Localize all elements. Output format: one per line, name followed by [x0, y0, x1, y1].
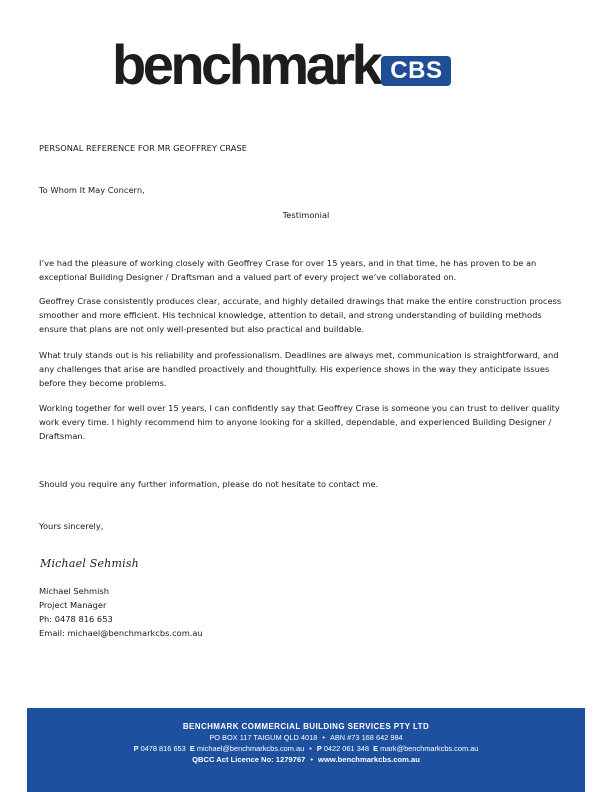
footer-company: BENCHMARK COMMERCIAL BUILDING SERVICES PTY LTD	[182, 722, 430, 731]
signer-email: Email: michael@benchmarkcbs.com.au	[39, 628, 203, 638]
paragraph-2: Geoffrey Crase consistently produces clear, accurate, and highly detailed drawings that make the entire construction process smoother and more efficient. His technical knowledge, attention to detail, and strong understanding of building methods ensure that plans are not only well-presented but also practical and buildable.	[39, 296, 562, 334]
footer-phone-2: 0422 061 348	[323, 744, 370, 753]
footer-phone-1: 0478 816 653	[140, 744, 186, 753]
letter-heading: Testimonial	[282, 210, 330, 220]
paragraph-4: Working together for well over 15 years, I can confidently say that Geoffrey Crase is someone you can trust to deliver quality work every time. I highly recommend him to anyone looking for a skilled, dependable, and experienced Building Designer / Draftsman.	[39, 403, 560, 441]
logo-badge: CBS	[381, 56, 451, 86]
footer-licence-line: QBCC Act Licence No: 1279767 • www.benchmarkcbs.com.au	[192, 755, 420, 764]
salutation: To Whom It May Concern,	[39, 185, 145, 195]
letter-subject: PERSONAL REFERENCE FOR MR GEOFFREY CRASE	[39, 143, 247, 153]
signer-phone: Ph: 0478 816 653	[39, 614, 113, 624]
signer-title: Project Manager	[39, 600, 107, 610]
footer-website[interactable]: www.benchmarkcbs.com.au	[318, 755, 420, 764]
closing-line: Should you require any further information, please do not hesitate to contact me.	[39, 479, 379, 489]
footer-contacts: P 0478 816 653 E michael@benchmarkcbs.com.au • P 0422 061 348 E mark@benchmarkcbs.com.au	[133, 744, 479, 753]
footer-address-line: PO BOX 117 TAIGUM QLD 4018 • ABN #73 168 642 984	[209, 733, 403, 742]
handwritten-signature: Michael Sehmish	[40, 557, 139, 570]
logo-wordmark: benchmark	[112, 33, 380, 96]
paragraph-3: What truly stands out is his reliability and professionalism. Deadlines are always met, communication is straightforward, and any challenges that arise are handled proactively and thoughtfully. His experience shows in the way they anticipate issues before they become problems.	[39, 350, 559, 388]
paragraph-1: I’ve had the pleasure of working closely with Geoffrey Crase for over 15 years, and in that time, he has proven to be an exceptional Building Designer / Draftsman and a valued part of every project we’ve collaborated on.	[39, 258, 537, 282]
company-logo	[112, 33, 451, 96]
footer-email-1[interactable]: michael@benchmarkcbs.com.au	[196, 744, 305, 753]
sign-off: Yours sincerely,	[39, 521, 104, 531]
signer-name: Michael Sehmish	[39, 586, 110, 596]
footer-banner	[27, 708, 585, 792]
footer-licence: QBCC Act Licence No: 1279767	[192, 755, 306, 764]
footer-email-2[interactable]: mark@benchmarkcbs.com.au	[380, 744, 479, 753]
footer-abn: ABN #73 168 642 984	[329, 733, 403, 742]
footer-address: PO BOX 117 TAIGUM QLD 4018	[209, 733, 318, 742]
